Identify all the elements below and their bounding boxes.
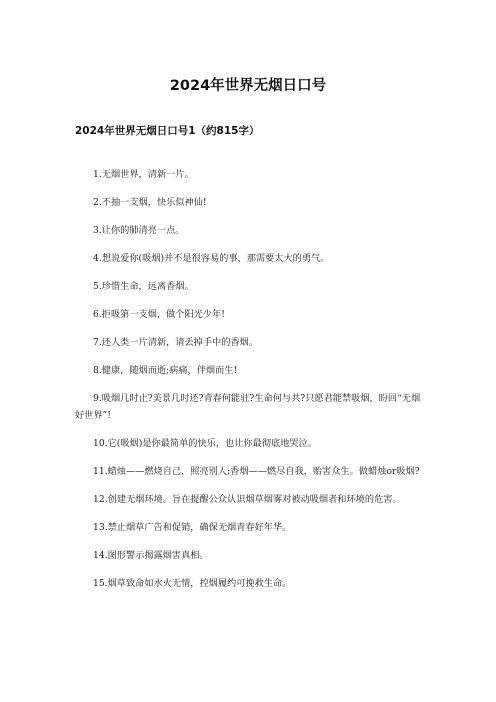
slogan-item: 11.蜡烛——燃烧自己，照亮别人;香烟——燃尽自我，贻害众生。做蜡烛or吸烟? [93, 466, 420, 477]
slogan-item: 15.烟草致命如水火无情，控烟履约可挽救生命。 [93, 578, 292, 589]
slogan-item: 14.图形警示揭露烟害真相。 [93, 550, 209, 561]
slogan-item: 9.吸烟几时止?美景几时还?青春何能驻?生命何与共?只愿君能禁吸烟，盼回“无烟好世界”! [75, 393, 421, 421]
slogan-item: 7.还人类一片清新，请丢掉手中的香烟。 [93, 337, 258, 348]
slogan-list [75, 166, 427, 603]
slogan-item: 13.禁止烟草广告和促销，确保无烟青春好年华。 [93, 522, 292, 533]
slogan-item: 10.它(吸烟)是你最简单的快乐，也让你最彻底地哭泣。 [93, 438, 317, 449]
slogan-item: 6.拒吸第一支烟，做个阳光少年! [93, 309, 225, 320]
slogan-item: 8.健康，随烟而逝;病痛，伴烟而生! [93, 365, 238, 376]
slogan-item: 12.创建无烟环境。旨在提醒公众认识烟草烟雾对被动吸烟者和环境的危害。 [93, 494, 402, 505]
slogan-item: 4.想说爱你(吸烟)并不是很容易的事，那需要太大的勇气。 [93, 253, 330, 264]
slogan-item: 2.不抽一支烟，快乐似神仙! [93, 197, 207, 208]
document-title: 2024年世界无烟日口号 [169, 78, 327, 94]
slogan-item: 3.让你的肺清亮一点。 [93, 225, 185, 236]
slogan-item: 5.珍惜生命，远离香烟。 [93, 281, 194, 292]
section-heading: 2024年世界无烟日口号1（约815字） [75, 125, 260, 137]
slogan-item: 1.无烟世界，清新一片。 [93, 169, 194, 180]
